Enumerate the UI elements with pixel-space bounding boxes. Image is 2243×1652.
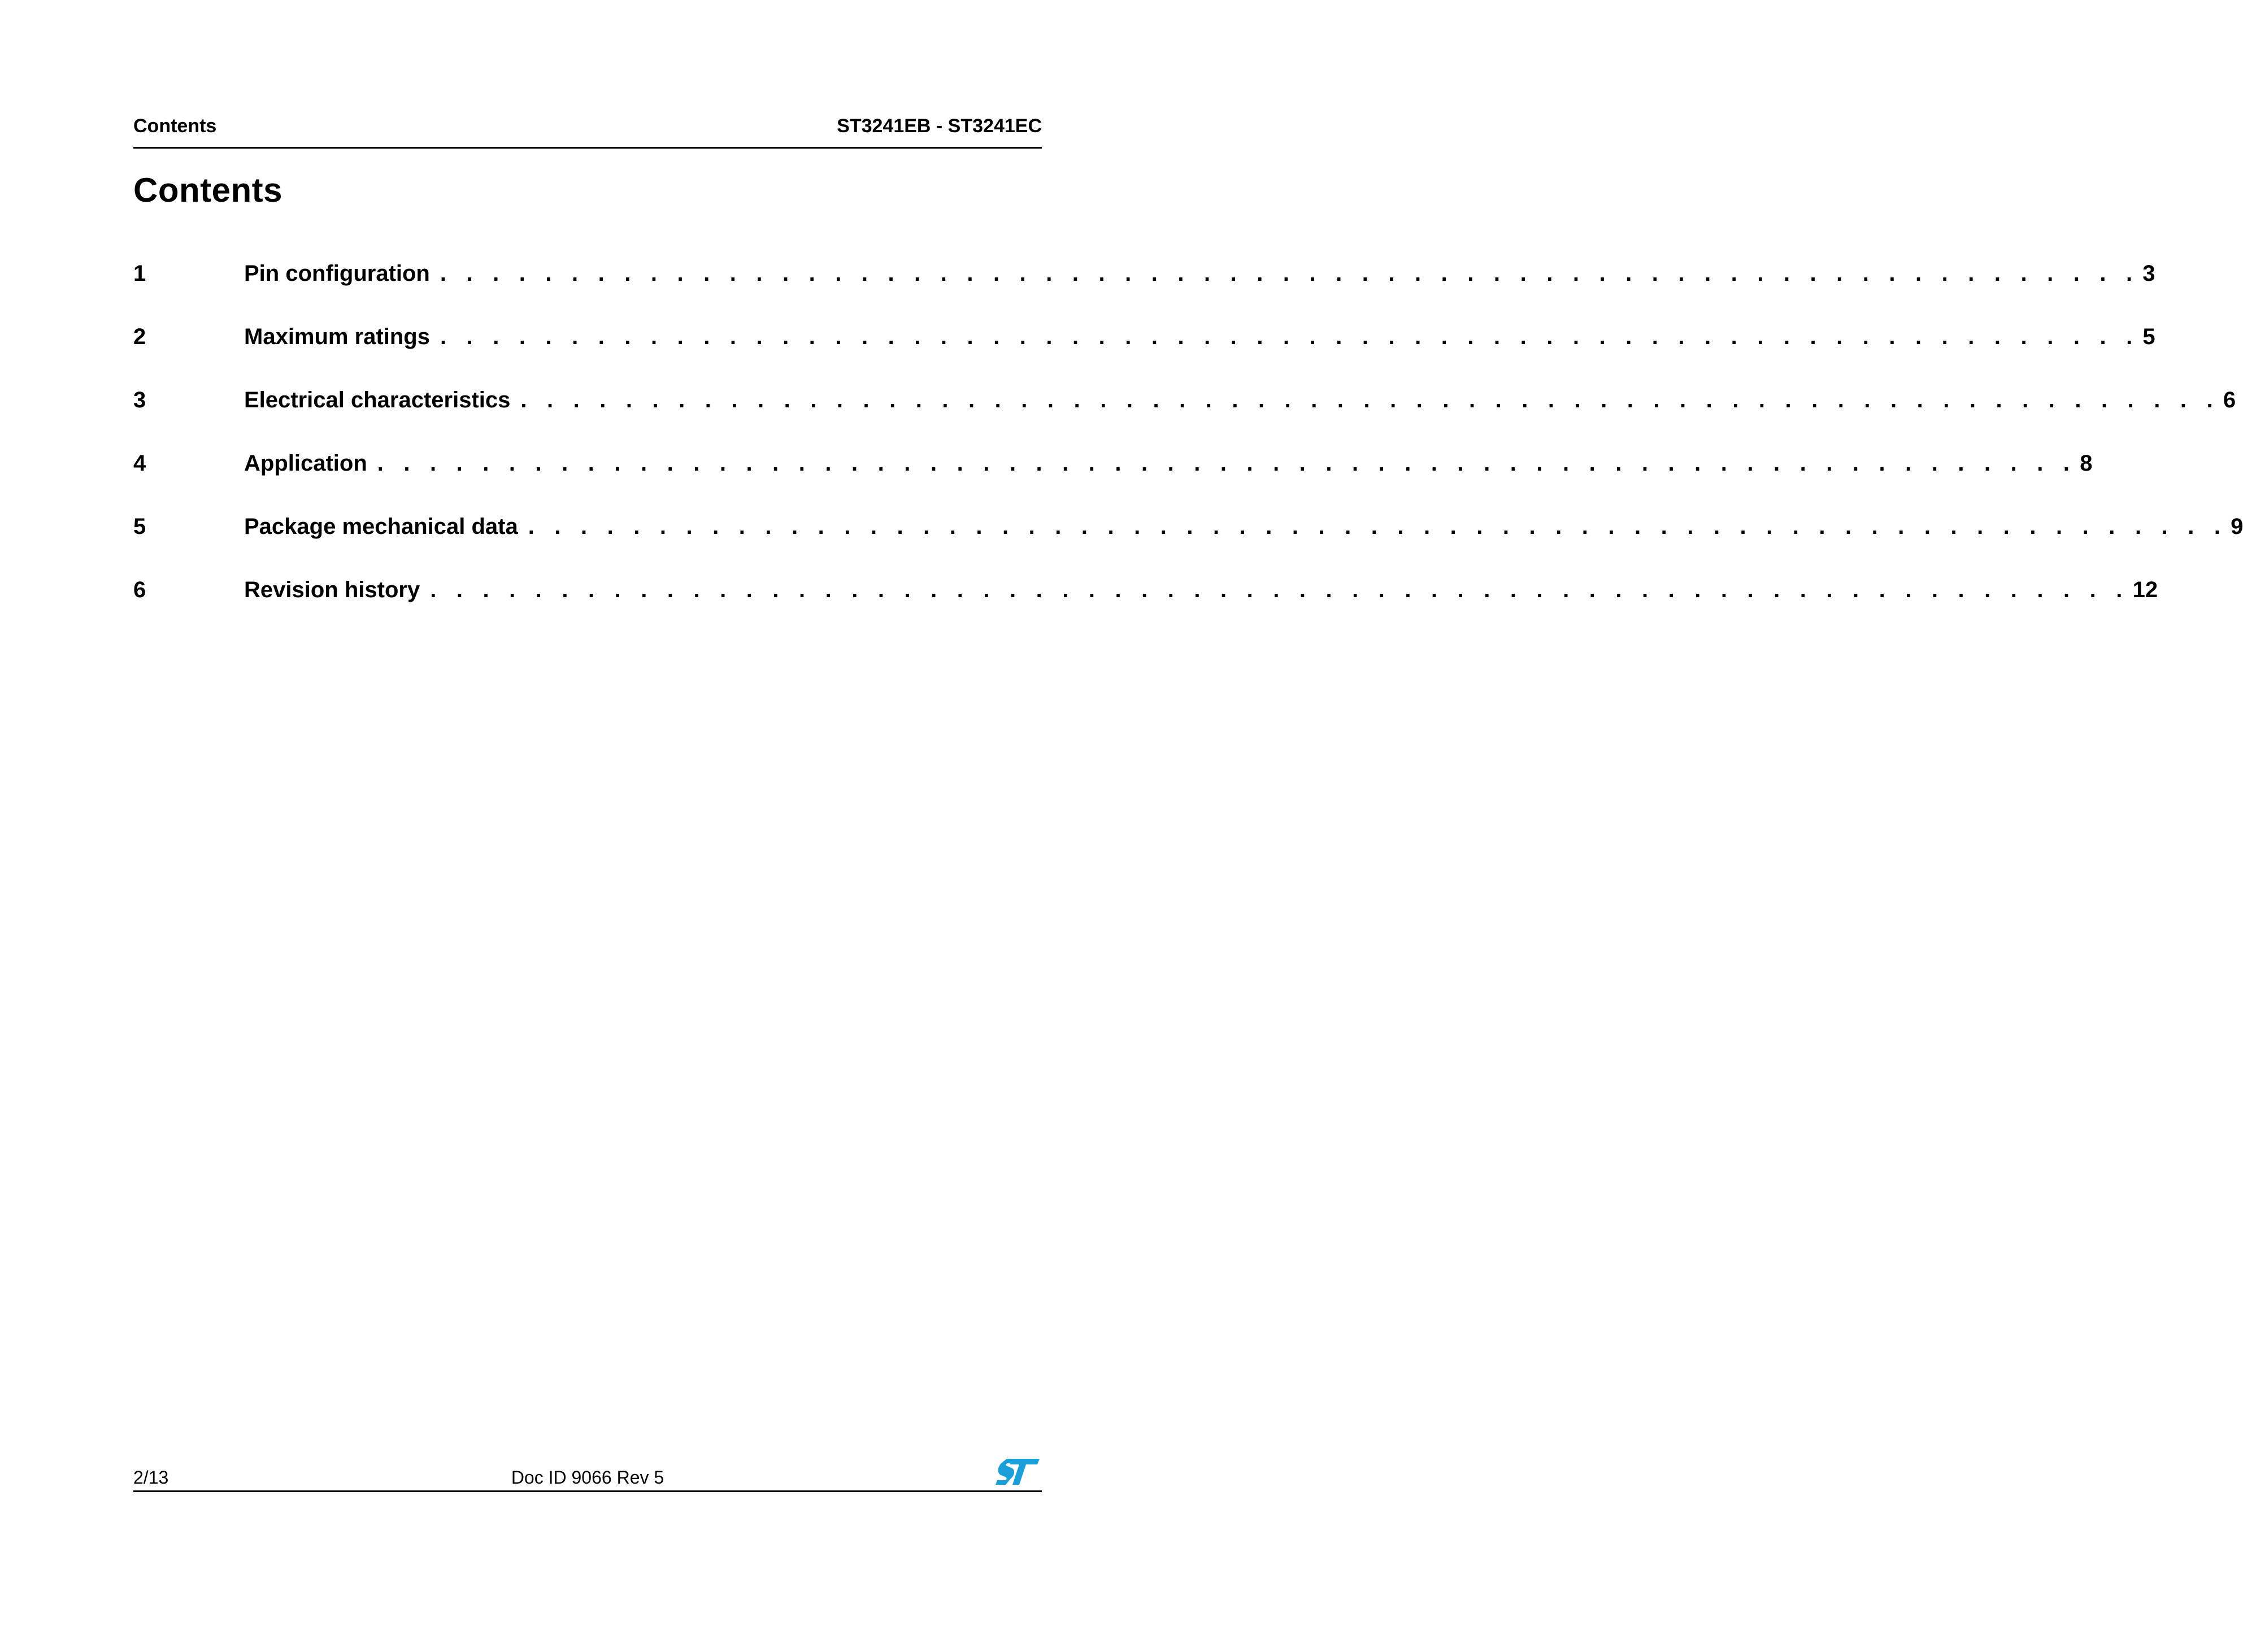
toc-entry[interactable] (133, 324, 2155, 388)
toc-entry[interactable] (133, 451, 2093, 514)
header-section-label: Contents (133, 115, 217, 137)
toc-entry-number: 3 (133, 388, 146, 412)
toc-leader-dots: . . . . . . . . . . . . . . . . . . . . . . . . . . . . . . . . . . . . . . . . . . . . . . . . . . . . . . . . . . . . . . . . . (440, 261, 2140, 286)
toc-entry-page: 3 (2142, 261, 2155, 286)
toc-leader-dots: . . . . . . . . . . . . . . . . . . . . . . . . . . . . . . . . . . . . . . . . . . . . . . . . . . . . . . . . . . . . . . . . . (440, 324, 2140, 349)
toc-entry-title: Pin configuration (244, 261, 430, 286)
toc-entry-number: 5 (133, 514, 146, 539)
toc-leader-dots: . . . . . . . . . . . . . . . . . . . . . . . . . . . . . . . . . . . . . . . . . . . . . . . . . . . . . . . . . . . . . . . . . (377, 451, 2077, 476)
toc-leader-dots: . . . . . . . . . . . . . . . . . . . . . . . . . . . . . . . . . . . . . . . . . . . . . . . . . . . . . . . . . . . . . . . . . (520, 388, 2220, 412)
toc-entry-number: 6 (133, 577, 146, 602)
toc-entry[interactable] (133, 261, 2155, 324)
footer-page-number: 2/13 (133, 1467, 169, 1488)
toc-entry[interactable] (133, 388, 2236, 451)
st-logo-icon (994, 1457, 1042, 1487)
toc-entry-page: 12 (2132, 577, 2158, 602)
toc-entry-page: 5 (2142, 324, 2155, 349)
footer-doc-id: Doc ID 9066 Rev 5 (511, 1467, 664, 1488)
toc-entry-title: Revision history (244, 577, 420, 602)
page-title: Contents (133, 171, 282, 209)
toc-entry-title: Package mechanical data (244, 514, 518, 539)
toc-entry-number: 2 (133, 324, 146, 349)
toc-entry-number: 1 (133, 261, 146, 286)
toc-entry-title: Application (244, 451, 367, 476)
page-footer (133, 1457, 1042, 1492)
toc-entry-number: 4 (133, 451, 146, 476)
page-header (133, 113, 1042, 149)
toc-entry-page: 6 (2223, 388, 2236, 412)
toc-entry-title: Electrical characteristics (244, 388, 511, 412)
toc-entry[interactable] (133, 577, 2158, 641)
toc-entry-page: 8 (2080, 451, 2093, 476)
table-of-contents (133, 261, 2243, 641)
header-product-label: ST3241EB - ST3241EC (837, 115, 1042, 137)
toc-entry-title: Maximum ratings (244, 324, 430, 349)
toc-leader-dots: . . . . . . . . . . . . . . . . . . . . . . . . . . . . . . . . . . . . . . . . . . . . . . . . . . . . . . . . . . . . . . . . . (430, 577, 2129, 602)
toc-entry-page: 9 (2231, 514, 2243, 539)
toc-entry[interactable] (133, 514, 2243, 577)
toc-leader-dots: . . . . . . . . . . . . . . . . . . . . . . . . . . . . . . . . . . . . . . . . . . . . . . . . . . . . . . . . . . . . . . . . . (528, 514, 2228, 539)
